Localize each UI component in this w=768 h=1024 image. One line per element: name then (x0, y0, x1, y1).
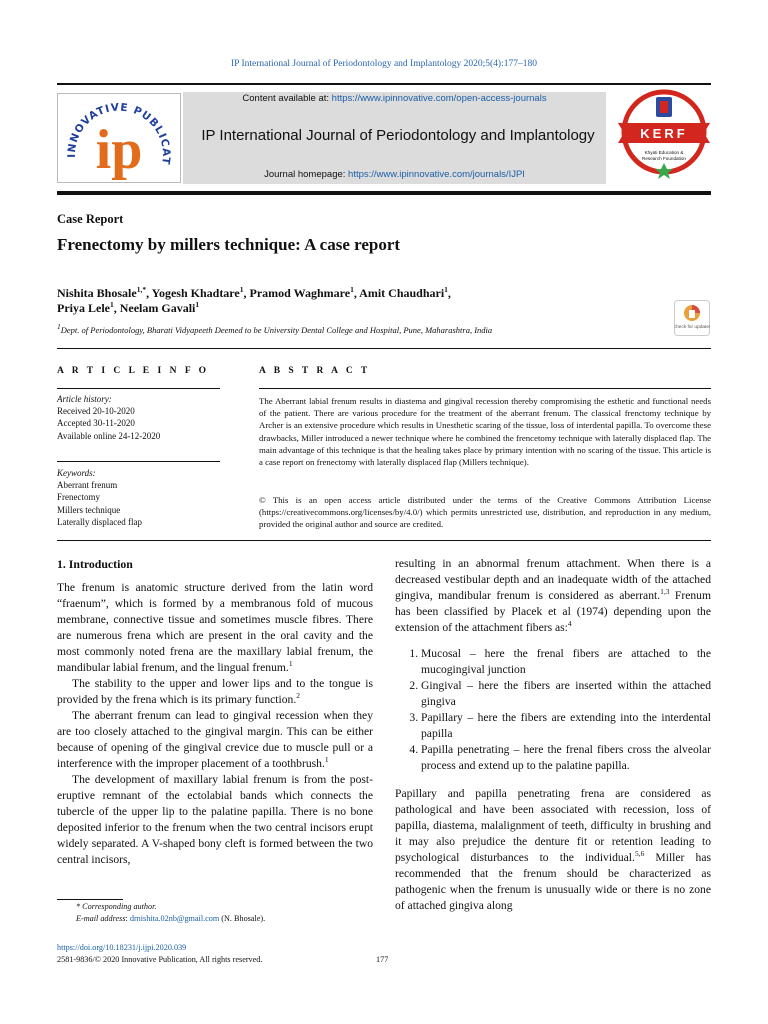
page-footer (57, 942, 262, 966)
homepage-url-link[interactable]: https://www.ipinnovative.com/journals/IJPI (348, 169, 525, 180)
author-name: Priya Lele (57, 301, 110, 315)
body-paragraph (395, 786, 711, 914)
footnote-rule (57, 899, 123, 900)
corresponding-author: * Corresponding author. (76, 902, 157, 911)
section-label: Case Report (57, 212, 124, 226)
running-header[interactable]: IP International Journal of Periodontology and Implantology 2020;5(4):177–180 (231, 59, 537, 69)
body-text: Miller has recommended that the frenum should be characterized as pathogenic when the frenum is unusually wide or there is no zone of attached gingiva along (395, 851, 711, 912)
frenum-classification-list (395, 646, 711, 774)
content-url-link[interactable]: https://www.ipinnovative.com/open-access-journals (331, 93, 547, 104)
page-number: 177 (376, 955, 389, 964)
keyword-item: Laterally displaced flap (57, 516, 142, 527)
abstract-rule (259, 388, 711, 389)
author-name: Neelam Gavali (119, 301, 196, 315)
footnote (76, 901, 265, 925)
intro-paragraph: The development of maxillary labial frenum is from the post-eruptive remnant of the ectolabial bands which connects the tubercle of the upper lip to the palatine papilla. There is no bone deposited inferior to the frenum when the two central incisors erupt widely separated. A V-shaped bony cleft is formed between the two central incisors, (57, 773, 373, 866)
citation[interactable]: 1 (324, 755, 329, 765)
affiliation-text: Dept. of Periodontology, Bharati Vidyapeeth Deemed to be University Dental College and Hospital, Pune, Maharashtra, India (60, 325, 493, 335)
author-sup: 1 (109, 300, 114, 309)
keywords-label: Keywords: (57, 468, 96, 478)
list-item: 4. Papilla penetrating – here the frenal fibers cross the alveolar process and extend up to the palatine papilla. (421, 742, 711, 774)
left-column (57, 556, 373, 868)
author-sup: 1 (444, 285, 448, 294)
check-updates-text: Check for updates (674, 325, 710, 330)
abstract-heading: A B S T R A C T (259, 366, 371, 376)
kerf-logo (616, 87, 712, 183)
email-suffix: (N. Bhosale). (219, 914, 266, 923)
innovative-publication-logo (57, 93, 181, 183)
citation[interactable]: 1 (288, 659, 293, 669)
logo-arc-text: INNOVATIVE PUBLICAT (65, 101, 173, 166)
keywords-rule (57, 461, 220, 462)
kerf-logo-sub1: Khyati Education & (644, 150, 684, 155)
author-name: Pramod Waghmare (249, 286, 351, 300)
received-date: Received 20-10-2020 (57, 406, 135, 417)
issn-copyright: 2581-9836/© 2020 Innovative Publication, All rights reserved. (57, 955, 263, 964)
article-history (57, 393, 160, 442)
intro-paragraph (57, 708, 373, 772)
homepage-prefix: Journal homepage: (264, 169, 349, 180)
intro-paragraph (57, 580, 373, 676)
keyword-item: Frenectomy (57, 492, 100, 503)
abstract-bottom-rule (57, 540, 711, 541)
author-sup: 1 (350, 285, 354, 294)
author-name: Nishita Bhosale (57, 286, 137, 300)
body-text: Frenum has been classified by Placek et al (1974) depending upon the extension of the attachment fibers as: (395, 589, 711, 634)
email-label: E-mail address (76, 914, 126, 923)
content-prefix: Content available at: (242, 93, 332, 104)
logo-ip-mark: ip (95, 119, 143, 181)
author-sup: 1 (239, 285, 244, 294)
check-for-updates-badge[interactable] (674, 300, 710, 336)
body-text: resulting in an abnormal frenum attachment. When there is a decreased vestibular depth and an inadequate width of the attached gingiva, mandibular frenum is considered as aberrant. (395, 557, 711, 602)
citation[interactable]: 4 (567, 619, 572, 629)
article-info-rule (57, 388, 220, 389)
intro-p1-text: The frenum is anatomic structure derived from the latin word “fraenum”, which is formed by a membranous fold of mucous membrane, connective tissue and sometimes muscle fibres. There are numerous frena which are present in the oral cavity and the most commonly noted frena are the maxillary labial frenum, the mandibular labial frenum, and the lingual frenum. (57, 581, 373, 674)
affiliation (57, 322, 493, 335)
affiliation-sup: 1 (57, 322, 61, 332)
citation[interactable]: 2 (296, 691, 300, 701)
intro-paragraph (57, 676, 373, 708)
kerf-logo-text: KERF (640, 126, 688, 141)
intro-p2-text: The stability to the upper and lower lips and to the tongue is provided by the frena which is its primary function. (57, 677, 373, 706)
author-name: Amit Chaudhari (359, 286, 445, 300)
doi-link[interactable]: https://doi.org/10.18231/j.ijpi.2020.039 (57, 943, 187, 952)
citation[interactable]: 1,3 (660, 587, 670, 597)
abstract-text: The Aberrant labial frenum results in diastema and gingival recession thereby compromising the esthetic and functional needs of the patient. There are various procedure for the treatment of the aberrant frenum. The classical frenctomy technique by Archer is an extensive procedure which results in Unesthetic scaring of the tissue, loss of interdental papilla. To overcome these drawbacks, Miller introduced a newer technique where he combined the frencetomy technique with laterally displaced flap. The main advantage of this technique is that the healing takes place by primary intention with no scaring of the tissue. This article is a case report on frenectomy with laterally displaced flap (Millers technique). (259, 396, 711, 468)
author-sup: 1,* (136, 285, 147, 294)
online-date: Available online 24-12-2020 (57, 430, 161, 441)
email-link[interactable]: drnishita.02nb@gmail.com (129, 914, 220, 923)
email-line: E-mail address: drnishita.02nb@gmail.com (N. Bhosale). (76, 914, 266, 923)
journal-homepage-line (183, 169, 606, 180)
list-item: 3. Papillary – here the fibers are extending into the interdental papilla (421, 710, 711, 742)
article-info-heading: A R T I C L E I N F O (57, 366, 210, 376)
citation[interactable]: 5,6 (634, 849, 645, 859)
content-available-line (183, 93, 606, 104)
list-item: 2. Gingival – here the fibers are inserted within the attached gingiva (421, 678, 711, 710)
intro-p3-text: The aberrant frenum can lead to gingival recession when they are too closely attached to the gingival margin. This can be either because of opening of the gingival crevice due to muscle pull or a interference with the improper placement of a toothbrush. (57, 709, 373, 770)
license-text: © This is an open access article distributed under the terms of the Creative Commons Attribution License (https://creativecommons.org/licenses/by/4.0/) which permits unrestricted use, distribution, and reproduction in any medium, provided the original author and source are credited. (259, 495, 711, 530)
keyword-item: Aberrant frenum (57, 480, 118, 491)
keywords-block (57, 467, 142, 528)
kerf-logo-sub2: Research Foundation (642, 156, 686, 161)
author-name: Yogesh Khadtare (151, 286, 240, 300)
article-title: Frenectomy by millers technique: A case report (57, 235, 401, 254)
body-paragraph (395, 556, 711, 636)
author-list: Nishita Bhosale$^{1,*}$, Yogesh Khadtare$^1$, Pramod Waghmare$^1$, Amit Chaudhari$^1$, Priya Lele$^1$, Neelam Gavali$^1$ (57, 285, 451, 315)
keyword-item: Millers technique (57, 504, 121, 515)
info-top-rule (57, 348, 711, 349)
right-column (395, 556, 711, 914)
header-bottom-rule (57, 191, 711, 195)
header-top-rule (57, 83, 711, 85)
body-text: Papillary and papilla penetrating frena are considered as pathological and have been associated with recession, loss of papilla, diastema, malalignment of teeth, difficulty in brushing and it may also prejudice the denture fit or retention leading to psychological disturbances to the individual. (395, 787, 711, 864)
accepted-date: Accepted 30-11-2020 (57, 418, 135, 429)
intro-heading: 1. Introduction (57, 557, 133, 571)
history-label: Article history: (57, 394, 112, 404)
author-sup: 1 (195, 300, 200, 309)
journal-title: IP International Journal of Periodontology and Implantology (201, 127, 595, 144)
list-item: 1. Mucosal – here the frenal fibers are attached to the mucogingival junction (421, 646, 711, 678)
